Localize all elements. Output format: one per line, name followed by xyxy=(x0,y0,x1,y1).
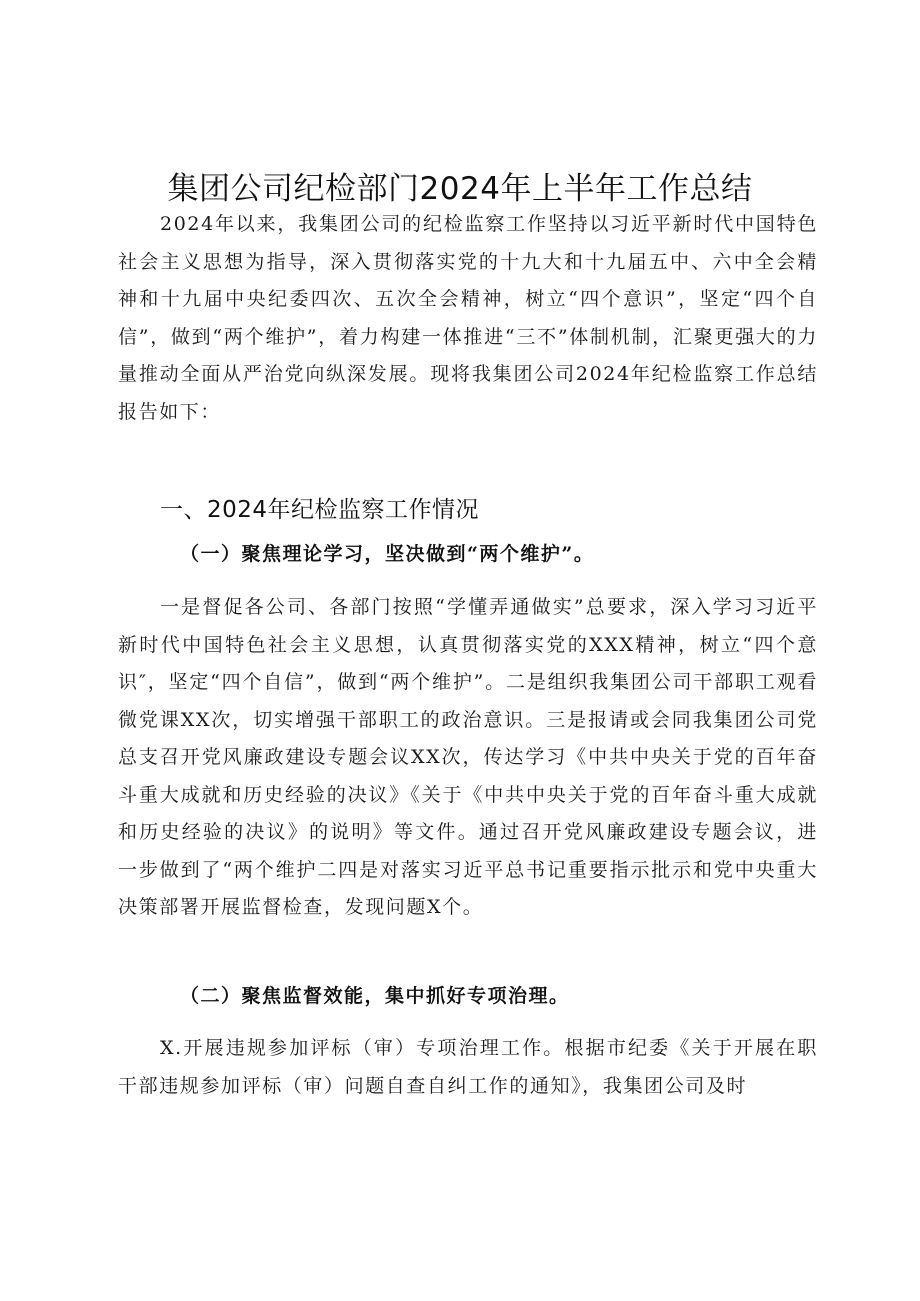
section-heading-1: 一、2024年纪检监察工作情况 xyxy=(160,497,480,523)
subsection-2-paragraph: X.开展违规参加评标（审）专项治理工作。根据市纪委《关于开展在职干部违规参加评标（审）问题自查自纠工作的通知》，我集团公司及时 xyxy=(118,1037,818,1097)
subsection-heading-2: （二）聚焦监督效能，集中抓好专项治理。 xyxy=(180,985,570,1007)
intro-paragraph: 2024年以来，我集团公司的纪检监察工作坚持以习近平新时代中国特色社会主义思想为指导，深入贯彻落实党的十九大和十九届五中、六中全会精神和十九届中央纪委四次、五次全会精神，树立“四个意识”，坚定“四个自信”，做到“两个维护”，着力构建一体推进“三不”体制机制，汇聚更强大的力量推动全面从严治党向纵深发展。现将我集团公司2024年纪检监察工作总结报告如下： xyxy=(118,213,818,423)
subsection-heading-1: （一）聚焦理论学习，坚决做到“两个维护”。 xyxy=(180,543,595,565)
subsection-1-paragraph: 一是督促各公司、各部门按照“学懂弄通做实”总要求，深入学习习近平新时代中国特色社会主义思想，认真贯彻落实党的XXX精神，树立“四个意识″，坚定“四个自信”，做到“两个维护”。二是组织我集团公司干部职工观看微党课XX次，切实增强干部职工的政治意识。三是报请或会同我集团公司党总支召开党风廉政建设专题会议XX次，传达学习《中共中央关于党的百年奋斗重大成就和历史经验的决议》《关于《中共中央关于党的百年奋斗重大成就和历史经验的决议》的说明》等文件。通过召开党风廉政建设专题会议，进一步做到了“两个维护二四是对落实习近平总书记重要指示批示和党中央重大决策部署开展监督检查，发现问题X个。 xyxy=(118,596,818,918)
document-title: 集团公司纪检部门2024年上半年工作总结 xyxy=(167,171,753,207)
